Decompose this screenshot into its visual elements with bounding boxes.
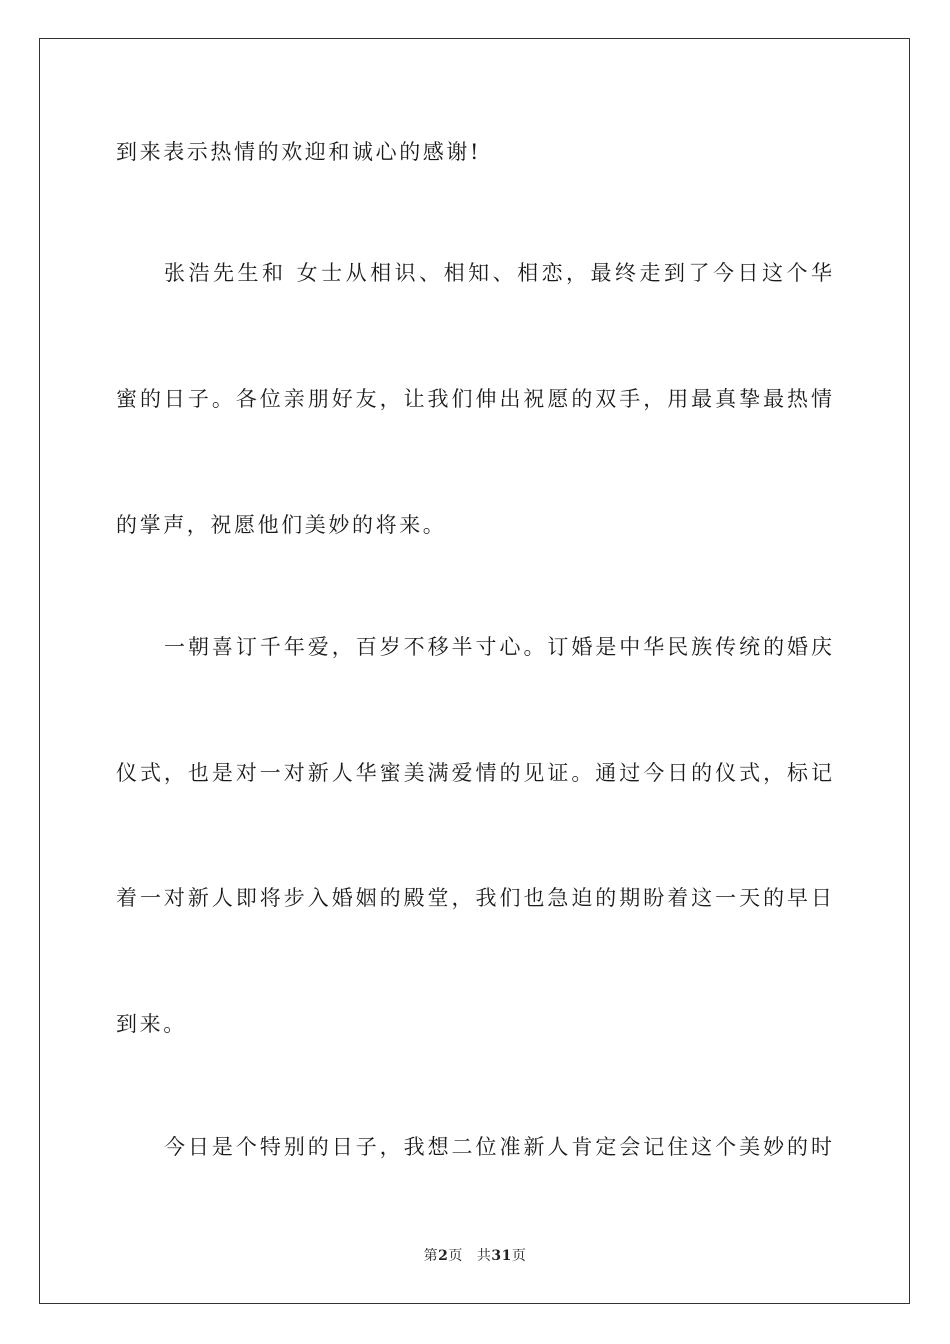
footer-total-prefix: 共 [476, 1248, 492, 1264]
body-line-1: 到来表示热情的欢迎和诚心的感谢! [116, 140, 482, 164]
body-line-8: 到来。 [116, 1012, 187, 1036]
body-line-6: 仪式，也是对一对新人华蜜美满爱情的见证。通过今日的仪式，标记 [116, 761, 832, 785]
footer-page-number: 2 [438, 1248, 449, 1264]
body-line-3: 蜜的日子。各位亲朋好友，让我们伸出祝愿的双手，用最真挚最热情 [116, 387, 832, 411]
body-line-2: 张浩先生和 女士从相识、相知、相恋，最终走到了今日这个华 [164, 261, 832, 285]
body-line-7: 着一对新人即将步入婚姻的殿堂，我们也急迫的期盼着这一天的早日 [116, 886, 832, 910]
body-line-9: 今日是个特别的日子，我想二位准新人肯定会记住这个美妙的时 [164, 1135, 832, 1159]
page-footer [0, 1247, 950, 1265]
page-border [39, 38, 910, 1304]
footer-total-suffix: 页 [511, 1248, 527, 1264]
body-line-4: 的掌声，祝愿他们美妙的将来。 [116, 513, 447, 537]
footer-page-suffix: 页 [448, 1248, 463, 1264]
footer-total-pages: 31 [491, 1248, 512, 1264]
body-line-5: 一朝喜订千年爱，百岁不移半寸心。订婚是中华民族传统的婚庆 [164, 635, 832, 659]
footer-page-prefix: 第 [423, 1248, 439, 1264]
